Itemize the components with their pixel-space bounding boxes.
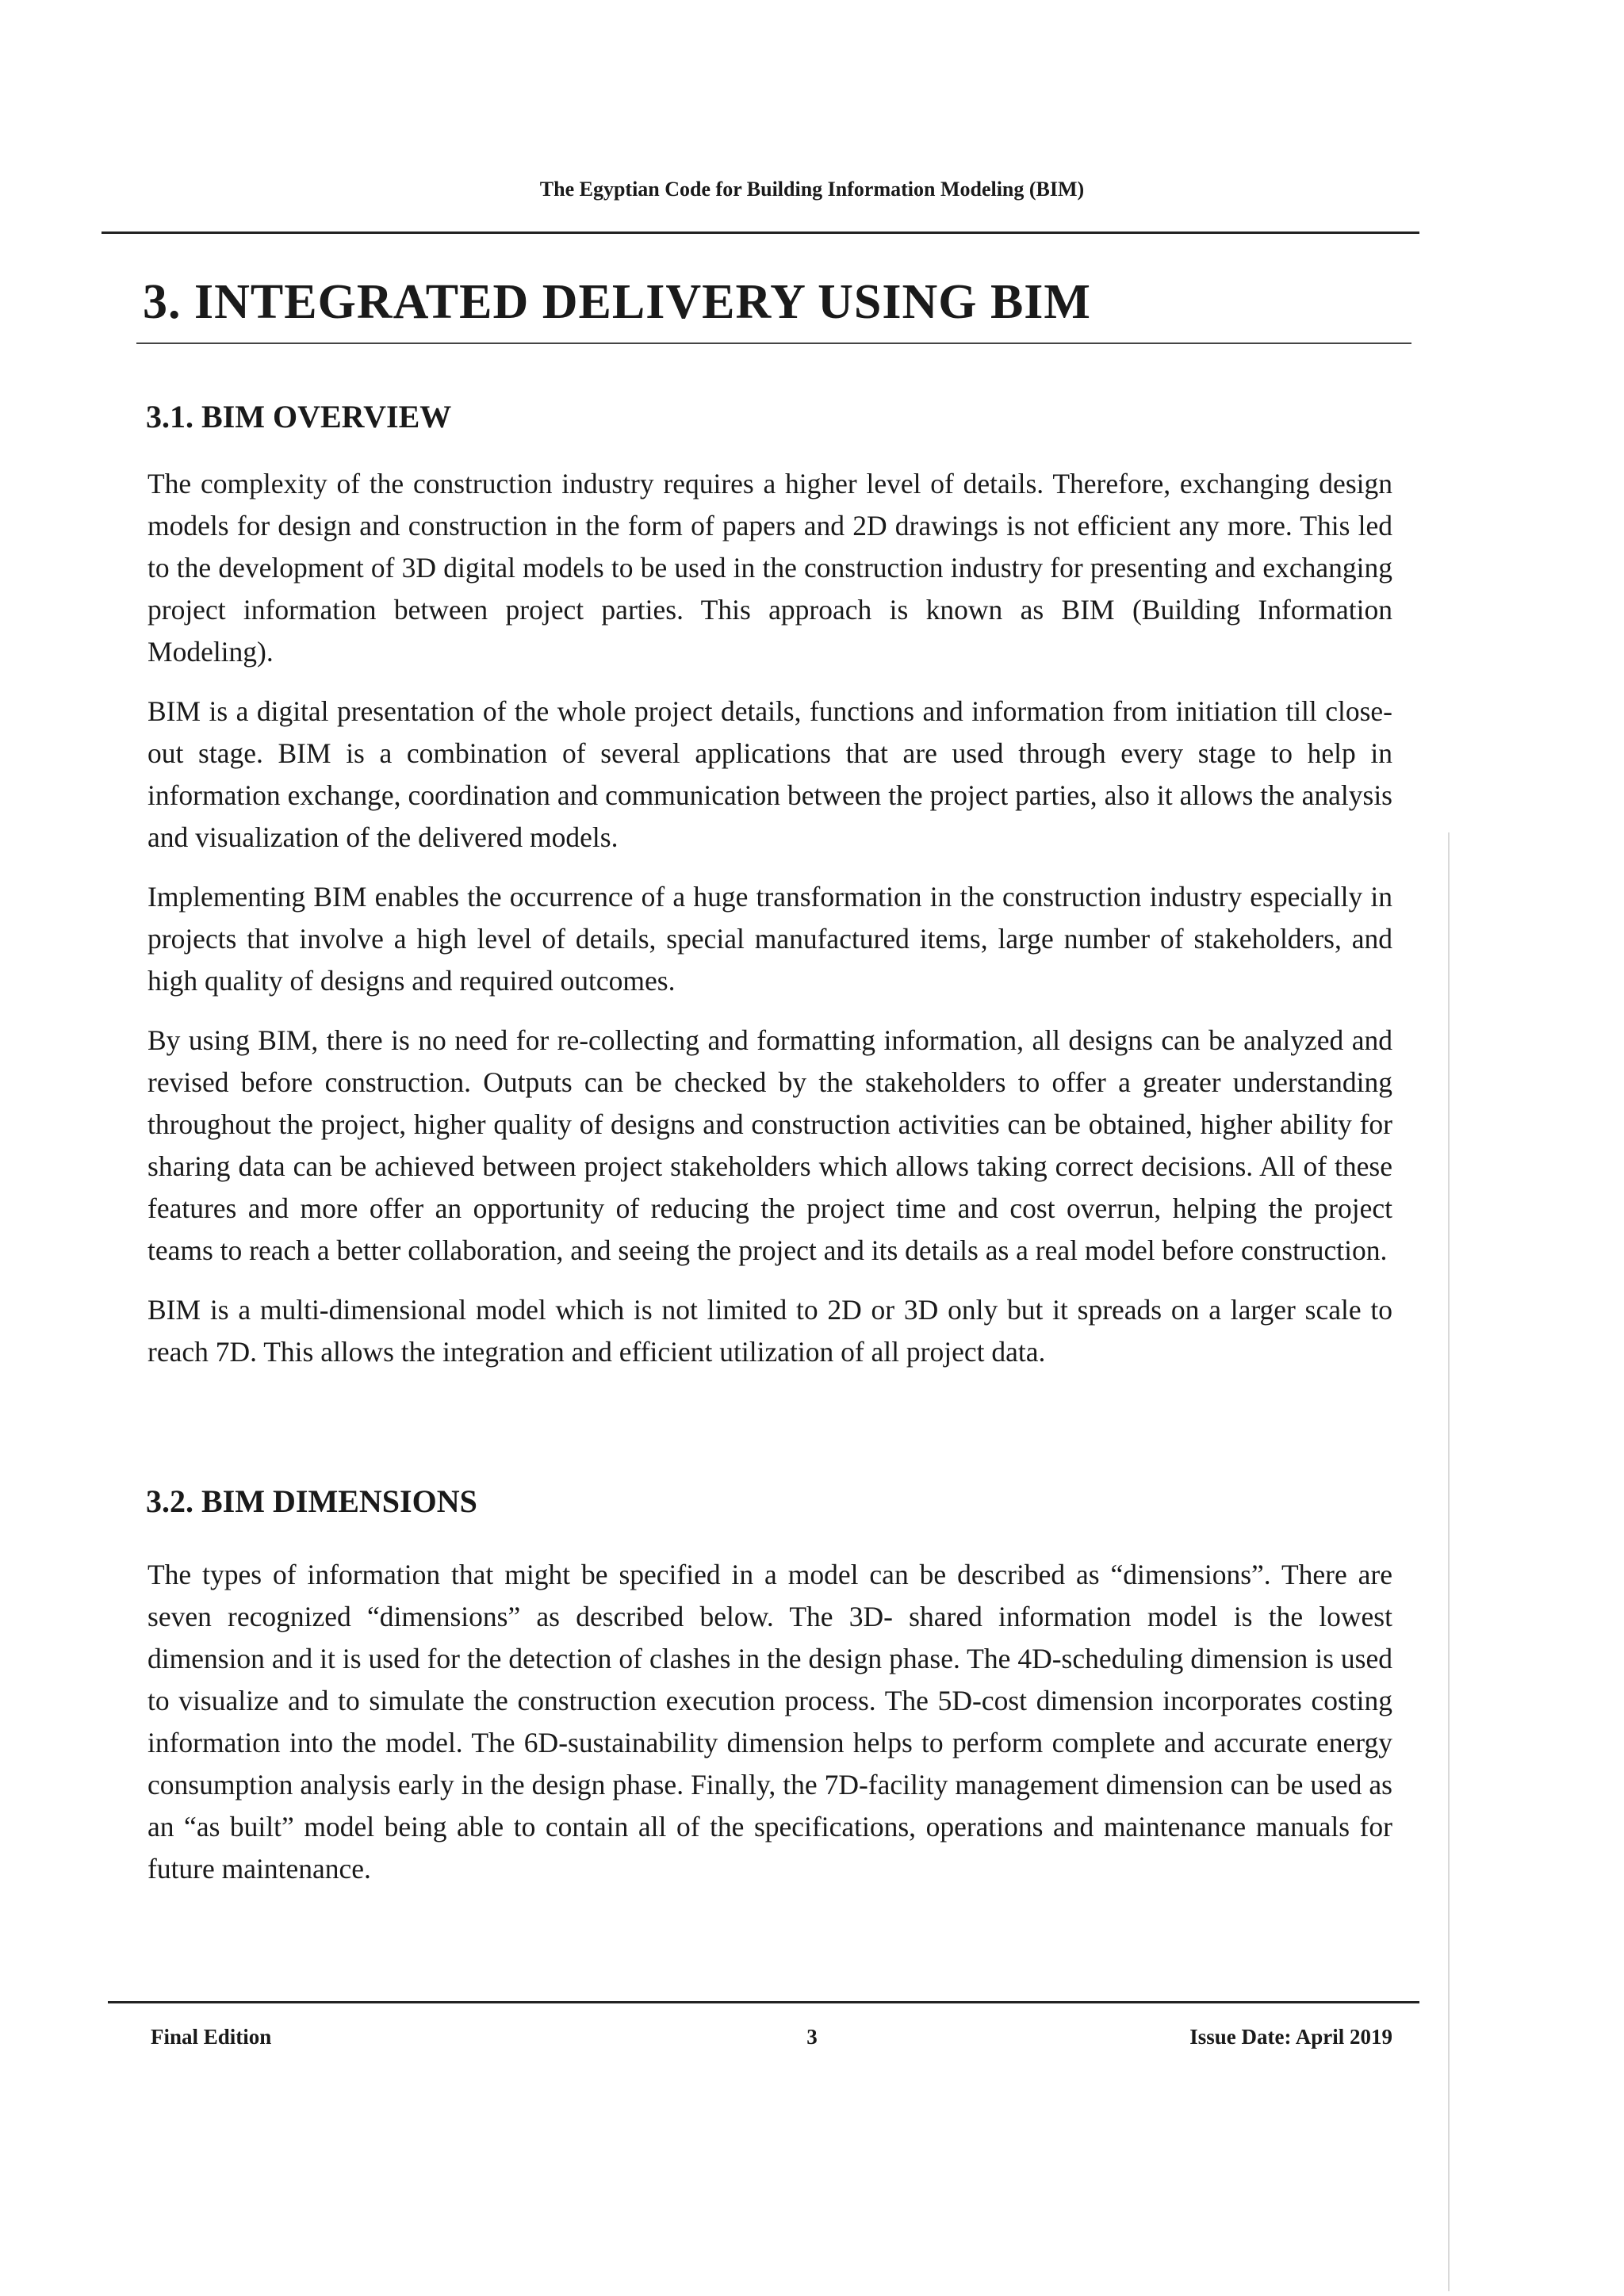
scan-edge-line xyxy=(1448,832,1450,2291)
footer-rule xyxy=(108,2001,1419,2003)
paragraph: BIM is a digital presentation of the whole project details, functions and information from initiation till close-out stage. BIM is a combination of several applications that are used through every stage to help in information exchange, coordination and communication between the project parties, also it allows the analysis and visualization of the delivered models. xyxy=(147,695,1392,853)
section-body-overview xyxy=(147,463,1392,1391)
paragraph: The types of information that might be specified in a model can be described as “dimensions”. There are seven recognized “dimensions” as described below. The 3D- shared information model is the lowest dimension and it is used for the detection of clashes in the design phase. The 4D-scheduling dimension is used to visualize and to simulate the construction execution process. The 5D-cost dimension incorporates costing information into the model. The 6D-sustainability dimension helps to perform complete and accurate energy consumption analysis early in the design phase. Finally, the 7D-facility management dimension can be used as an “as built” model being able to contain all of the specifications, operations and maintenance manuals for future maintenance. xyxy=(147,1559,1392,1885)
section-heading-overview: 3.1. BIM OVERVIEW xyxy=(146,399,452,434)
paragraph: By using BIM, there is no need for re-collecting and formatting information, all designs can be analyzed and revised before construction. Outputs can be checked by the stakeholders to offer a greater understanding throughout the project, higher quality of designs and construction activities can be obtained, higher ability for sharing data can be achieved between project stakeholders which allows taking correct decisions. All of these features and more offer an opportunity of reducing the project time and cost overrun, helping the project teams to reach a better collaboration, and seeing the project and its details as a real model before construction. xyxy=(147,1024,1392,1266)
header-rule xyxy=(102,232,1419,234)
paragraph: BIM is a multi-dimensional model which is not limited to 2D or 3D only but it spreads on a larger scale to reach 7D. This allows the integration and efficient utilization of all project data. xyxy=(147,1294,1392,1368)
section-body-dimensions xyxy=(147,1554,1392,1908)
footer-page-number: 3 xyxy=(806,2025,818,2049)
chapter-rule xyxy=(136,342,1411,344)
section-heading-dimensions: 3.2. BIM DIMENSIONS xyxy=(146,1483,477,1519)
chapter-title: 3. INTEGRATED DELIVERY USING BIM xyxy=(143,275,1091,329)
paragraph: Implementing BIM enables the occurrence of a huge transformation in the construction industry especially in projects that involve a high level of details, special manufactured items, large number of stakeholders, and high quality of designs and required outcomes. xyxy=(147,881,1392,997)
running-header: The Egyptian Code for Building Information Modeling (BIM) xyxy=(539,178,1085,201)
paragraph: The complexity of the construction industry requires a higher level of details. Therefore, exchanging design models for design and construction in the form of papers and 2D drawings is not efficient any more. This led to the development of 3D digital models to be used in the construction industry for presenting and exchanging project information between project parties. This approach is known as BIM (Building Information Modeling). xyxy=(147,468,1392,668)
footer-issue-date: Issue Date: April 2019 xyxy=(1189,2025,1392,2049)
footer-edition: Final Edition xyxy=(151,2025,272,2049)
